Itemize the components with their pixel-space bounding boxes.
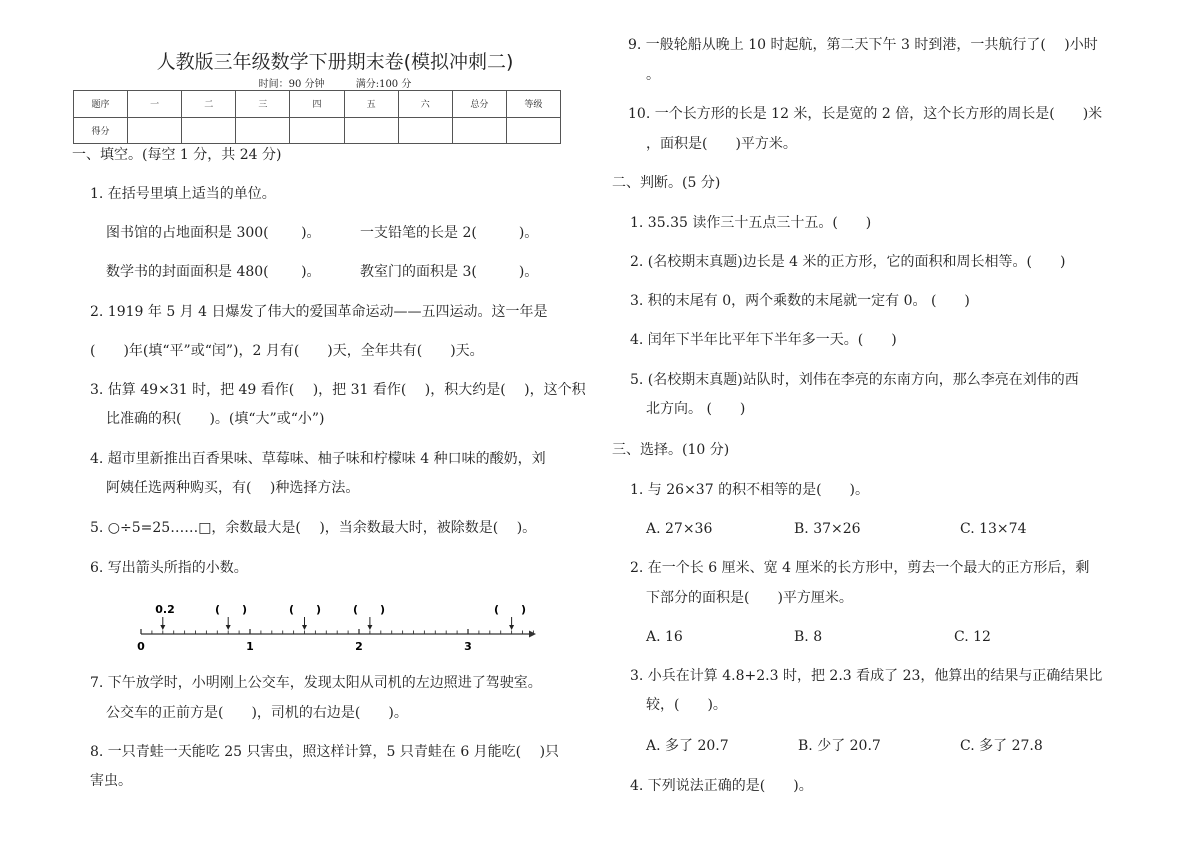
number-line-blank[interactable]: ( ) — [288, 603, 322, 616]
judge-3: 3. 积的末尾有 0，两个乘数的末尾就一定有 0。 ( ) — [630, 293, 970, 309]
score-cell: 三 — [236, 91, 290, 118]
question-4-line2: 阿姨任选两种购买，有( )种选择方法。 — [106, 480, 360, 496]
judge-2: 2. (名校期末真题)边长是 4 米的正方形，它的面积和周长相等。( ) — [630, 254, 1066, 270]
question-2-line1: 2. 1919 年 5 月 4 日爆发了伟大的爱国革命运动——五四运动。这一年是 — [90, 304, 548, 320]
choice-3-option-c: C. 多了 27.8 — [960, 738, 1043, 754]
exam-subtitle — [0, 75, 670, 90]
score-cell: 一 — [128, 91, 182, 118]
number-line-arrows — [160, 617, 514, 630]
exam-time: 时间：90 分钟 — [258, 79, 325, 90]
question-1d: 教室门的面积是 3( )。 — [360, 264, 539, 280]
score-cell: 二 — [182, 91, 236, 118]
score-cell: 六 — [398, 91, 452, 118]
score-blank-cell[interactable] — [344, 117, 398, 144]
choice-2-line2: 下部分的面积是( )平方厘米。 — [646, 590, 853, 606]
question-10-line1: 10. 一个长方形的长是 12 米，长是宽的 2 倍，这个长方形的周长是( )米 — [628, 106, 1103, 122]
number-line-pointer-arrow — [367, 625, 372, 630]
question-6: 6. 写出箭头所指的小数。 — [90, 560, 248, 576]
score-table-score-row — [74, 117, 561, 144]
number-line — [137, 600, 547, 652]
question-7-line2: 公交车的正前方是( )，司机的右边是( )。 — [106, 705, 408, 721]
question-9-line2: 。 — [646, 67, 660, 83]
number-line-arrowhead — [529, 631, 536, 638]
question-3-line2: 比准确的积( )。(填“大”或“小”) — [106, 411, 325, 427]
number-line-tick-label-2: 2 — [355, 640, 363, 652]
number-line-tick-label-1: 1 — [246, 640, 254, 652]
choice-2-option-b: B. 8 — [794, 629, 823, 645]
score-cell: 题序 — [74, 91, 128, 118]
score-blank-cell[interactable] — [128, 117, 182, 144]
question-1: 1. 在括号里填上适当的单位。 — [90, 186, 276, 202]
score-blank-cell[interactable] — [452, 117, 506, 144]
question-1a: 图书馆的占地面积是 300( )。 — [106, 225, 321, 241]
score-table-header-row — [74, 91, 561, 118]
question-5: 5. ○÷5=25……□，余数最大是( )，当余数最大时，被除数是( )。 — [90, 520, 537, 536]
section-heading-choice: 三、选择。(10 分) — [612, 442, 730, 458]
number-line-pointer-arrow — [160, 625, 165, 630]
question-2-line2: ( )年(填“平”或“闰”)，2 月有( )天，全年共有( )天。 — [90, 343, 484, 359]
number-line-pointer-arrow — [302, 625, 307, 630]
section-heading-judge: 二、判断。(5 分) — [612, 175, 721, 191]
exam-title: 人教版三年级数学下册期末卷(模拟冲刺二) — [156, 51, 514, 73]
score-cell: 五 — [344, 91, 398, 118]
choice-4: 4. 下列说法正确的是( )。 — [630, 778, 813, 794]
judge-5-line1: 5. (名校期末真题)站队时，刘伟在李亮的东南方向，那么李亮在刘伟的西 — [630, 372, 1079, 388]
score-cell: 四 — [290, 91, 344, 118]
number-line-tick-label-3: 3 — [464, 640, 472, 652]
score-blank-cell[interactable] — [182, 117, 236, 144]
score-blank-cell[interactable] — [506, 117, 560, 144]
choice-1-option-a: A. 27×36 — [646, 521, 713, 537]
choice-2-option-a: A. 16 — [646, 629, 683, 645]
question-3-line1: 3. 估算 49×31 时，把 49 看作( )，把 31 看作( )，积大约是( )，这个积 — [90, 382, 586, 398]
question-1c: 数学书的封面面积是 480( )。 — [106, 264, 321, 280]
score-cell: 总分 — [452, 91, 506, 118]
question-8-line1: 8. 一只青蛙一天能吃 25 只害虫，照这样计算，5 只青蛙在 6 月能吃( )只 — [90, 744, 560, 760]
number-line-blank[interactable]: ( ) — [352, 603, 386, 616]
choice-1: 1. 与 26×37 的积不相等的是( )。 — [630, 482, 869, 498]
choice-2-line1: 2. 在一个长 6 厘米、宽 4 厘米的长方形中，剪去一个最大的正方形后，剩 — [630, 560, 1090, 576]
score-blank-cell[interactable] — [398, 117, 452, 144]
score-blank-cell[interactable] — [290, 117, 344, 144]
section-heading-fill: 一、填空。(每空 1 分，共 24 分) — [72, 147, 282, 163]
question-4-line1: 4. 超市里新推出百香果味、草莓味、柚子味和柠檬味 4 种口味的酸奶，刘 — [90, 451, 546, 467]
exam-full-score: 满分:100 分 — [355, 79, 412, 90]
choice-3-line2: 较，( )。 — [646, 697, 727, 713]
number-line-tick-label-0: 0 — [137, 640, 145, 652]
score-blank-cell[interactable] — [236, 117, 290, 144]
choice-3-option-b: B. 少了 20.7 — [798, 738, 881, 754]
question-9-line1: 9. 一般轮船从晚上 10 时起航，第二天下午 3 时到港，一共航行了( )小时 — [628, 37, 1098, 53]
score-table — [73, 90, 561, 144]
choice-3-line1: 3. 小兵在计算 4.8+2.3 时，把 2.3 看成了 23，他算出的结果与正确结果比 — [630, 668, 1103, 684]
choice-1-option-c: C. 13×74 — [960, 521, 1027, 537]
choice-3-option-a: A. 多了 20.7 — [646, 738, 729, 754]
question-1b: 一支铅笔的长是 2( )。 — [360, 225, 539, 241]
judge-1: 1. 35.35 读作三十五点三十五。( ) — [630, 215, 872, 231]
number-line-blank[interactable]: ( ) — [214, 603, 248, 616]
number-line-blank[interactable]: ( ) — [493, 603, 527, 616]
question-8-line2: 害虫。 — [90, 773, 132, 789]
score-cell: 等级 — [506, 91, 560, 118]
judge-5-line2: 北方向。 ( ) — [646, 401, 746, 417]
question-7-line1: 7. 下午放学时，小明刚上公交车，发现太阳从司机的左边照进了驾驶室。 — [90, 675, 542, 691]
number-line-start-label: 0.2 — [155, 603, 175, 616]
number-line-pointer-arrow — [509, 625, 514, 630]
score-cell: 得分 — [74, 117, 128, 144]
choice-2-option-c: C. 12 — [954, 629, 991, 645]
number-line-pointer-arrow — [226, 625, 231, 630]
judge-4: 4. 闰年下半年比平年下半年多一天。( ) — [630, 332, 897, 348]
choice-1-option-b: B. 37×26 — [794, 521, 861, 537]
number-line-minor-ticks — [141, 629, 533, 634]
question-10-line2: ，面积是( )平方米。 — [646, 136, 797, 152]
